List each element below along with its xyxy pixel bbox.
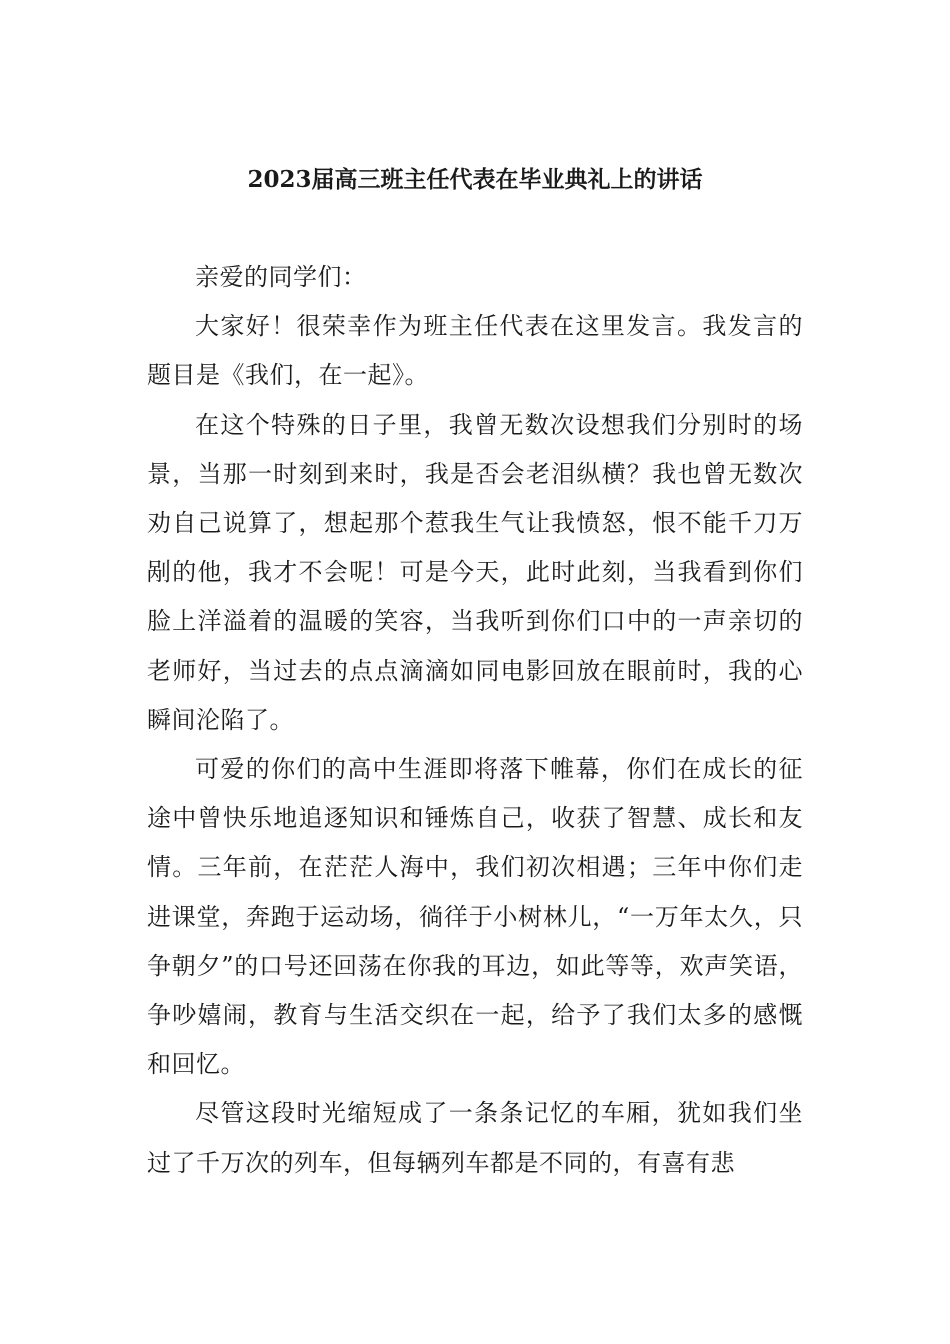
paragraph-salutation: 亲爱的同学们： [195,263,367,291]
document-body [147,253,803,1188]
document-title: 2023届高三班主任代表在毕业典礼上的讲话 [247,166,703,193]
paragraph-memories: 可爱的你们的高中生涯即将落下帷幕，你们在成长的征途中曾快乐地追逐知识和锤炼自己，收获了智慧、成长和友情。三年前，在茫茫人海中，我们初次相遇；三年中你们走进课堂，奔跑于运动场，徜徉于小树林儿，“一万年太久，只争朝夕”的口号还回荡在你我的耳边，如此等等，欢声笑语，争吵嬉闹，教育与生活交织在一起，给予了我们太多的感慨和回忆。 [147,755,803,1079]
paragraph-greeting: 大家好！很荣幸作为班主任代表在这里发言。我发言的题目是《我们，在一起》。 [147,312,803,390]
paragraph-reflection: 在这个特殊的日子里，我曾无数次设想我们分别时的场景，当那一时刻到来时，我是否会老泪纵横？我也曾无数次劝自己说算了，想起那个惹我生气让我愤怒，恨不能千刀万剐的他，我才不会呢！可是今天，此时此刻，当我看到你们脸上洋溢着的温暖的笑容，当我听到你们口中的一声亲切的老师好，当过去的点点滴滴如同电影回放在眼前时，我的心瞬间沦陷了。 [147,410,803,734]
paragraph-journey: 尽管这段时光缩短成了一条条记忆的车厢，犹如我们坐过了千万次的列车，但每辆列车都是不同的，有喜有悲 [147,1099,803,1177]
